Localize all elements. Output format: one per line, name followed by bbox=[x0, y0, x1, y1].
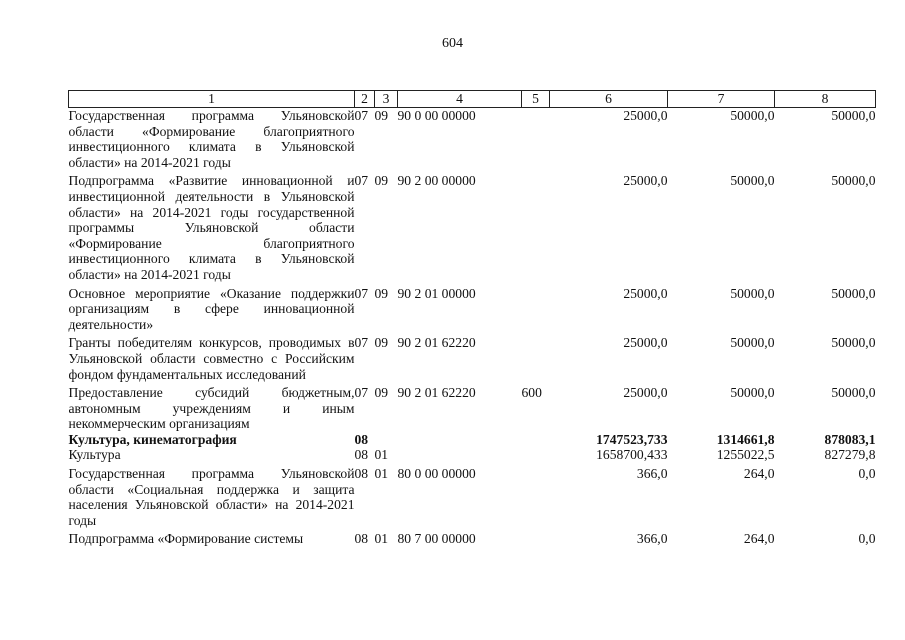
subsection-code: 01 bbox=[374, 531, 389, 547]
row-name: Гранты победителям конкурсов, проводимых в Ульяновской области совместно с Российским фондом фундаментальных исследований bbox=[68, 335, 355, 382]
target-article-code: 90 2 01 62220 bbox=[397, 385, 476, 401]
amount-col8: 50000,0 bbox=[831, 385, 876, 401]
table-row bbox=[69, 382, 876, 432]
target-article-code: 90 0 00 00000 bbox=[397, 108, 476, 123]
budget-table bbox=[68, 90, 876, 547]
subsection-code: 09 bbox=[374, 385, 389, 401]
column-header: 3 bbox=[375, 91, 398, 108]
amount-col7: 50000,0 bbox=[730, 108, 775, 123]
column-header: 5 bbox=[522, 91, 550, 108]
amount-col7: 50000,0 bbox=[730, 385, 775, 401]
amount-col6: 25000,0 bbox=[623, 108, 668, 123]
amount-col7: 264,0 bbox=[743, 531, 775, 547]
expense-type-code: 600 bbox=[521, 385, 542, 401]
expense-type-code bbox=[522, 170, 550, 282]
target-article-code: 80 0 00 00000 bbox=[397, 466, 476, 482]
row-name: Государственная программа Ульяновской области «Формирование благоприятного инвестиционного климата в Ульяновской области» на 2014-2021 годы bbox=[68, 108, 355, 170]
page-number: 604 bbox=[442, 36, 463, 51]
row-name: Основное мероприятие «Оказание поддержки организациям в сфере инновационной деятельности» bbox=[68, 285, 355, 332]
row-name: Подпрограмма «Развитие инновационной и инвестиционной деятельности в Ульяновской области» на 2014-2021 годы государственной программы Ульяновской области «Формирование благоприятного инвестиционного климата в Ульяновской области» на 2014-2021 годы bbox=[68, 173, 355, 282]
section-code: 08 bbox=[354, 466, 369, 482]
target-article-code bbox=[398, 432, 522, 448]
amount-col6: 25000,0 bbox=[623, 173, 668, 189]
column-header: 2 bbox=[355, 91, 375, 108]
amount-col6: 366,0 bbox=[636, 531, 668, 547]
section-code: 07 bbox=[354, 335, 369, 351]
section-code: 08 bbox=[354, 447, 369, 463]
column-header: 6 bbox=[550, 91, 668, 108]
row-name: Государственная программа Ульяновской области «Социальная поддержка и защита населения Ульяновской области» на 2014-2021 годы bbox=[68, 466, 355, 528]
section-code: 07 bbox=[354, 385, 369, 401]
table-row bbox=[69, 463, 876, 528]
subsection-code: 09 bbox=[374, 285, 389, 301]
amount-col8: 50000,0 bbox=[831, 173, 876, 189]
section-code: 07 bbox=[354, 285, 369, 301]
amount-col7: 50000,0 bbox=[730, 173, 775, 189]
column-header: 1 bbox=[69, 91, 355, 108]
section-code: 08 bbox=[354, 431, 369, 447]
expense-type-code bbox=[522, 447, 550, 463]
table-row bbox=[69, 332, 876, 382]
amount-col6: 25000,0 bbox=[623, 335, 668, 351]
column-header: 4 bbox=[398, 91, 522, 108]
section-code: 07 bbox=[354, 108, 369, 123]
amount-col6: 25000,0 bbox=[623, 285, 668, 301]
expense-type-code bbox=[522, 283, 550, 333]
subsection-code bbox=[375, 432, 398, 448]
target-article-code: 90 2 01 62220 bbox=[397, 335, 476, 351]
table-row bbox=[69, 432, 876, 448]
subsection-code: 09 bbox=[374, 335, 389, 351]
row-name: Культура, кинематография bbox=[68, 431, 237, 447]
expense-type-code bbox=[522, 108, 550, 171]
amount-col6: 366,0 bbox=[636, 466, 668, 482]
table-header-row bbox=[69, 91, 876, 108]
table-row bbox=[69, 283, 876, 333]
row-name: Подпрограмма «Формирование системы bbox=[68, 531, 304, 547]
table-row bbox=[69, 447, 876, 463]
section-code: 07 bbox=[354, 173, 369, 189]
amount-col7: 264,0 bbox=[743, 466, 775, 482]
expense-type-code bbox=[522, 528, 550, 547]
amount-col8: 0,0 bbox=[858, 466, 876, 482]
amount-col8: 827279,8 bbox=[824, 447, 876, 463]
amount-col6: 1747523,733 bbox=[596, 431, 668, 447]
amount-col7: 1314661,8 bbox=[716, 431, 775, 447]
amount-col7: 1255022,5 bbox=[716, 447, 775, 463]
amount-col8: 50000,0 bbox=[831, 108, 876, 123]
target-article-code bbox=[398, 447, 522, 463]
target-article-code: 90 2 00 00000 bbox=[397, 173, 476, 189]
subsection-code: 09 bbox=[374, 173, 389, 189]
row-name: Предоставление субсидий бюджетным, автономным учреждениям и иным некоммерческим организациям bbox=[68, 385, 355, 432]
amount-col8: 0,0 bbox=[858, 531, 876, 547]
target-article-code: 80 7 00 00000 bbox=[397, 531, 476, 547]
amount-col7: 50000,0 bbox=[730, 335, 775, 351]
amount-col6: 25000,0 bbox=[623, 385, 668, 401]
target-article-code: 90 2 01 00000 bbox=[397, 285, 476, 301]
amount-col7: 50000,0 bbox=[730, 285, 775, 301]
expense-type-code bbox=[522, 463, 550, 528]
table-row bbox=[69, 108, 876, 171]
subsection-code: 01 bbox=[374, 466, 389, 482]
section-code: 08 bbox=[354, 531, 369, 547]
column-header: 8 bbox=[775, 91, 876, 108]
amount-col8: 878083,1 bbox=[824, 431, 876, 447]
row-name: Культура bbox=[68, 447, 121, 463]
subsection-code: 01 bbox=[374, 447, 389, 463]
amount-col8: 50000,0 bbox=[831, 335, 876, 351]
amount-col6: 1658700,433 bbox=[596, 447, 668, 463]
table-row bbox=[69, 528, 876, 547]
column-header: 7 bbox=[668, 91, 775, 108]
table-row bbox=[69, 170, 876, 282]
subsection-code: 09 bbox=[374, 108, 389, 123]
expense-type-code bbox=[522, 332, 550, 382]
table-body bbox=[69, 108, 876, 548]
expense-type-code bbox=[522, 432, 550, 448]
amount-col8: 50000,0 bbox=[831, 285, 876, 301]
